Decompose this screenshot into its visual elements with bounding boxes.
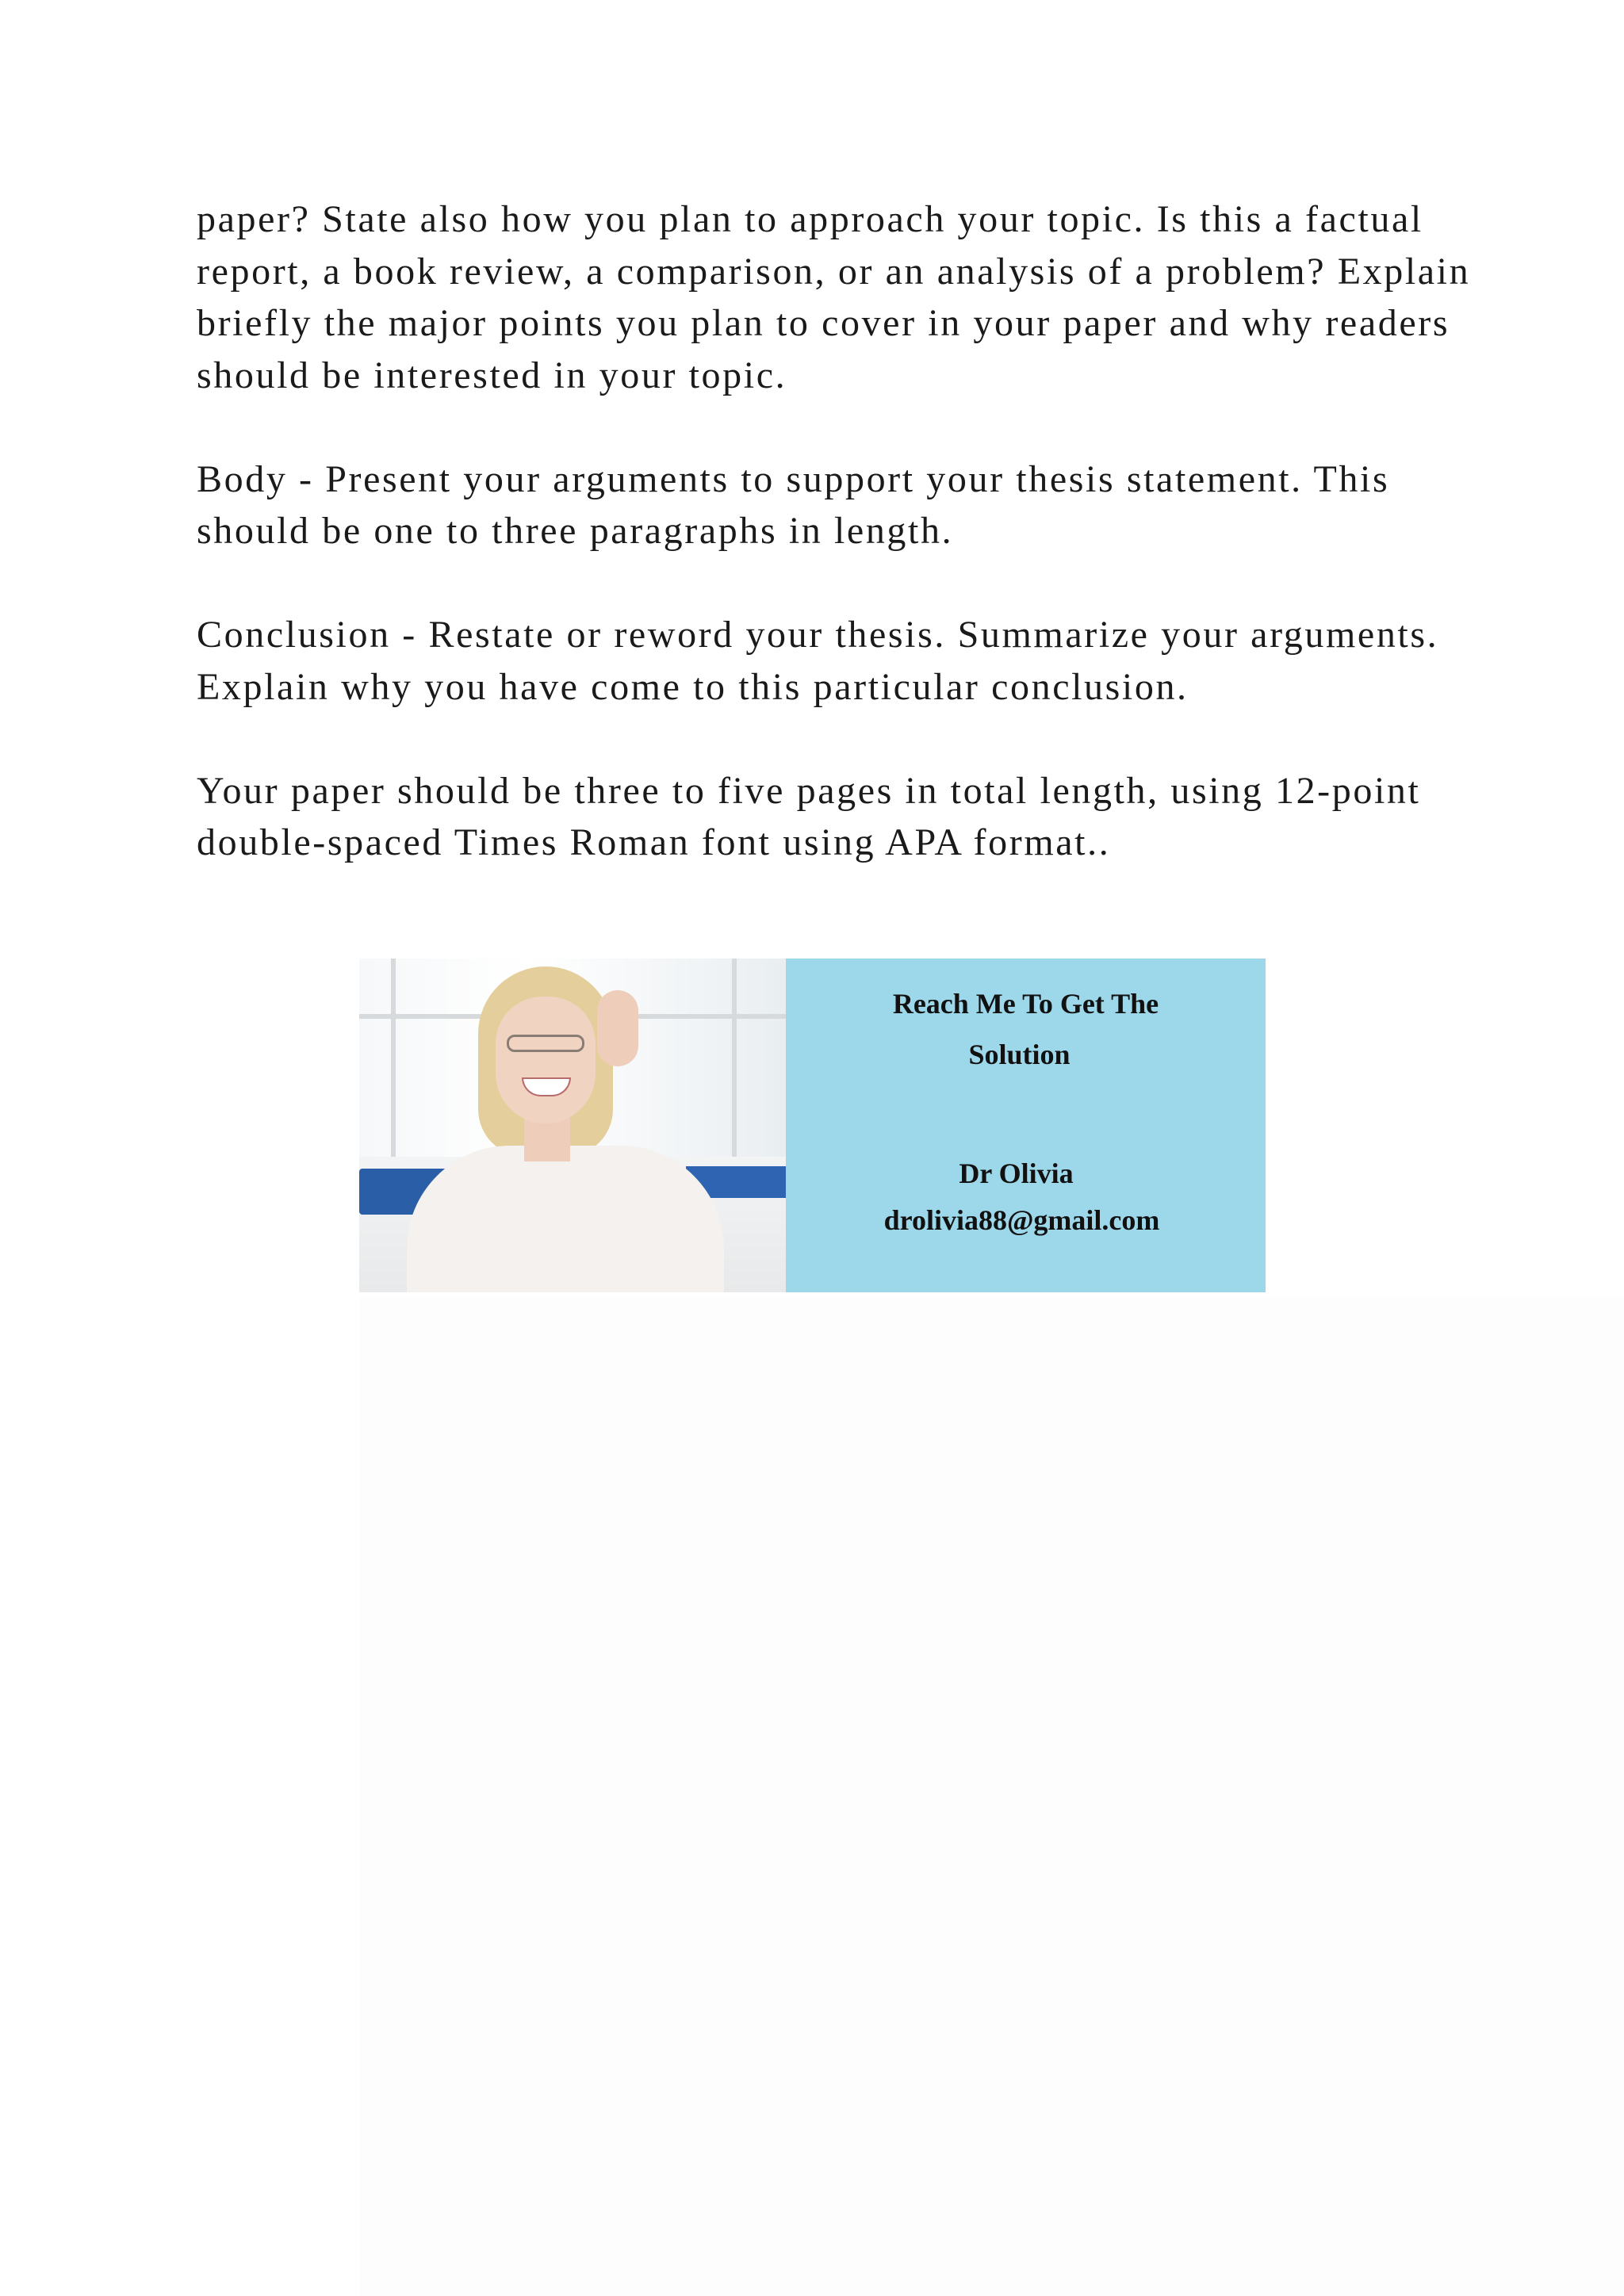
contact-heading-continued: Solution: [968, 1039, 1071, 1070]
contact-name: Dr Olivia: [959, 1158, 1074, 1189]
document-body: [197, 193, 1481, 869]
paragraph-conclusion: Conclusion - Restate or reword your thesis. Summarize your arguments. Explain why you have come to this particular conclusion.: [197, 614, 1439, 708]
photo-person-face: [496, 997, 596, 1123]
paragraph-body: Body - Present your arguments to support your thesis statement. This should be one to three paragraphs in length.: [197, 457, 1390, 552]
photo-window-frame: [391, 959, 396, 1157]
photo-window-frame: [732, 959, 737, 1157]
contact-email: drolivia88@gmail.com: [883, 1204, 1160, 1236]
blank-page-area: [359, 1297, 1624, 2296]
contact-panel: [786, 959, 1266, 1292]
paragraph-intro-continued: paper? State also how you plan to approach your topic. Is this a factual report, a book review, a comparison, or an analysis of a problem? Explain briefly the major points you plan to cover in your paper and why readers should be interested in your topic.: [197, 198, 1471, 396]
contact-heading: Reach Me To Get The: [892, 988, 1159, 1020]
woman-photo: [359, 959, 786, 1292]
promo-banner: [359, 959, 1266, 1292]
photo-person-shirt: [407, 1146, 724, 1292]
paragraph-length-format: Your paper should be three to five pages in total length, using 12-point double-spaced Times Roman font using APA format..: [197, 769, 1421, 863]
photo-person-glasses: [507, 1035, 584, 1052]
photo-person-hand: [597, 990, 638, 1066]
